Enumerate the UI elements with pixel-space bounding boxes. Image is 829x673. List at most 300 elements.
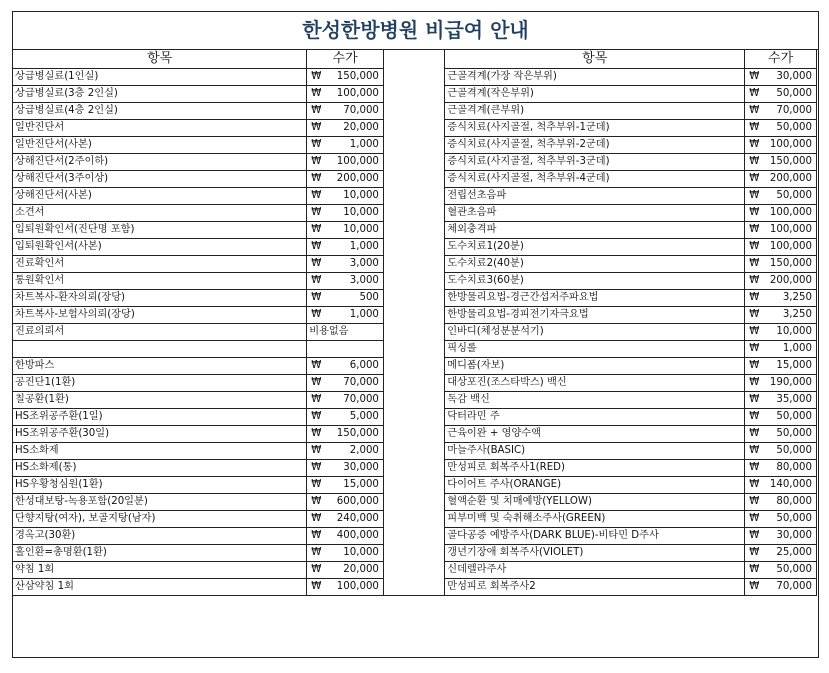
item-cell-right: 만성피로 회복주사2 [445,579,745,596]
price-value: 30,000 [776,71,812,82]
price-cell-left [307,392,384,409]
header-item-left: 항목 [13,50,307,69]
item-cell-right: 갱년기장애 회복주사(VIOLET) [445,545,745,562]
price-value: 400,000 [336,530,379,541]
price-value: 500 [359,292,379,303]
currency-symbol: ₩ [749,139,760,150]
currency-symbol: ₩ [749,496,760,507]
price-value: 190,000 [769,377,812,388]
table-row [13,137,817,154]
currency-symbol: ₩ [749,581,760,592]
price-value: 10,000 [343,547,379,558]
column-gap [383,273,444,290]
price-cell-left [307,273,384,290]
price-value: 70,000 [343,377,379,388]
currency-symbol: ₩ [749,513,760,524]
item-cell-left: 약침 1회 [13,562,307,579]
price-cell-left [307,290,384,307]
currency-symbol: ₩ [749,360,760,371]
currency-symbol: ₩ [311,496,322,507]
price-cell-left [307,341,384,358]
item-cell-right: 도수치료3(60분) [445,273,745,290]
price-value: 200,000 [769,173,812,184]
header-item-right: 항목 [445,50,745,69]
price-value: 20,000 [343,564,379,575]
price-value: 150,000 [769,156,812,167]
currency-symbol: ₩ [311,105,322,116]
price-cell-right [745,205,817,222]
price-cell-left [307,137,384,154]
price-cell-right [745,426,817,443]
price-cell-left [307,528,384,545]
currency-symbol: ₩ [311,445,322,456]
price-value: 30,000 [776,530,812,541]
table-row [13,154,817,171]
item-cell-right: 만성피로 회복주사1(RED) [445,460,745,477]
price-cell-right [745,86,817,103]
column-gap [383,358,444,375]
header-price-left: 수가 [307,50,384,69]
column-gap [383,443,444,460]
price-value: 100,000 [769,207,812,218]
column-gap [383,69,444,86]
price-cell-right [745,545,817,562]
price-cell-right [745,392,817,409]
price-value: 50,000 [776,513,812,524]
price-cell-right [745,562,817,579]
item-cell-left: HS조위공주환(30일) [13,426,307,443]
item-cell-right: 증식치료(사지골절, 척추부위-2군데) [445,137,745,154]
table-row [13,528,817,545]
price-value: 70,000 [343,394,379,405]
price-cell-left [307,443,384,460]
item-cell-right: 메디폼(자보) [445,358,745,375]
item-cell-left: 홀인환=총명환(1환) [13,545,307,562]
item-cell-left: 소견서 [13,205,307,222]
table-row [13,511,817,528]
table-row [13,358,817,375]
price-value: 2,000 [349,445,379,456]
item-cell-right: 근골격계(큰부위) [445,103,745,120]
price-cell-right [745,477,817,494]
price-cell-left [307,358,384,375]
price-value: 80,000 [776,462,812,473]
currency-symbol: ₩ [749,173,760,184]
currency-symbol: ₩ [311,258,322,269]
item-cell-left: 진료확인서 [13,256,307,273]
item-cell-right: 픽싱롤 [445,341,745,358]
item-cell-right: 증식치료(사지골절, 척추부위-4군데) [445,171,745,188]
currency-symbol: ₩ [311,88,322,99]
column-gap [383,120,444,137]
item-cell-right: 근육이완 + 영양수액 [445,426,745,443]
table-row [13,120,817,137]
currency-symbol: ₩ [749,309,760,320]
header-row [13,50,817,69]
price-value: 3,000 [349,258,379,269]
currency-symbol: ₩ [311,547,322,558]
item-cell-right: 다이어트 주사(ORANGE) [445,477,745,494]
column-gap [383,324,444,341]
currency-symbol: ₩ [311,207,322,218]
currency-symbol: ₩ [749,564,760,575]
price-value: 100,000 [769,241,812,252]
currency-symbol: ₩ [311,292,322,303]
currency-symbol: ₩ [749,275,760,286]
item-cell-left: 상급병실료(4층 2인실) [13,103,307,120]
price-value: 1,000 [349,241,379,252]
column-gap [383,256,444,273]
item-cell-left: HS소화제 [13,443,307,460]
price-cell-right [745,69,817,86]
price-value: 10,000 [343,190,379,201]
item-cell-left: 산삼약침 1회 [13,579,307,596]
price-cell-left [307,69,384,86]
price-value: 70,000 [343,105,379,116]
column-gap [383,341,444,358]
item-cell-right: 골다공증 예방주사(DARK BLUE)-비타민 D주사 [445,528,745,545]
item-cell-left: 일반진단서 [13,120,307,137]
price-value: 600,000 [336,496,379,507]
price-value: 150,000 [336,71,379,82]
price-value: 100,000 [336,156,379,167]
item-cell-right: 도수치료2(40분) [445,256,745,273]
item-cell-left: 한방파스 [13,358,307,375]
table-row [13,341,817,358]
price-cell-right [745,579,817,596]
currency-symbol: ₩ [749,207,760,218]
table-row [13,477,817,494]
table-row [13,426,817,443]
item-cell-right: 한방물리요법-경피전기자극요법 [445,307,745,324]
column-gap [383,307,444,324]
currency-symbol: ₩ [749,156,760,167]
item-cell-right: 전립선초음파 [445,188,745,205]
currency-symbol: ₩ [311,190,322,201]
item-cell-left: 칠공환(1환) [13,392,307,409]
column-gap [383,545,444,562]
header-price-right: 수가 [745,50,817,69]
price-value: 50,000 [776,564,812,575]
price-value: 140,000 [769,479,812,490]
column-gap [383,239,444,256]
price-cell-right [745,443,817,460]
price-cell-right [745,324,817,341]
price-value: 100,000 [769,139,812,150]
table-row [13,171,817,188]
column-gap [383,494,444,511]
price-cell-left [307,256,384,273]
table-row [13,460,817,477]
item-cell-left: 진료의뢰서 [13,324,307,341]
price-cell-right [745,460,817,477]
price-value: 100,000 [336,88,379,99]
price-cell-left [307,460,384,477]
currency-symbol: ₩ [311,377,322,388]
currency-symbol: ₩ [749,479,760,490]
price-value: 30,000 [343,462,379,473]
currency-symbol: ₩ [749,224,760,235]
currency-symbol: ₩ [311,173,322,184]
price-cell-right [745,528,817,545]
price-cell-left [307,86,384,103]
price-cell-left [307,154,384,171]
table-row [13,273,817,290]
page-title: 한성한방병원 비급여 안내 [13,12,818,50]
price-value: 1,000 [782,343,812,354]
price-value: 35,000 [776,394,812,405]
column-gap [383,392,444,409]
currency-symbol: ₩ [311,71,322,82]
column-gap [383,511,444,528]
price-cell-left [307,426,384,443]
price-value: 1,000 [349,309,379,320]
item-cell-left: 차트복사-보험사의뢰(장당) [13,307,307,324]
price-cell-right [745,511,817,528]
price-cell-right [745,137,817,154]
price-cell-left [307,307,384,324]
column-gap [383,103,444,120]
currency-symbol: ₩ [311,139,322,150]
price-value: 240,000 [336,513,379,524]
price-value: 100,000 [336,581,379,592]
column-gap [383,562,444,579]
currency-symbol: ₩ [749,428,760,439]
column-gap [383,528,444,545]
price-cell-left [307,562,384,579]
currency-symbol: ₩ [749,343,760,354]
price-cell-left [307,511,384,528]
item-cell-right: 인바디(체성분분석기) [445,324,745,341]
price-value: 10,000 [343,224,379,235]
price-value: 1,000 [349,139,379,150]
price-value: 200,000 [769,275,812,286]
price-cell-right [745,290,817,307]
currency-symbol: ₩ [749,445,760,456]
price-cell-right [745,188,817,205]
price-cell-left [307,477,384,494]
item-cell-left: 상해진단서(사본) [13,188,307,205]
price-value: 50,000 [776,122,812,133]
price-value: 3,250 [782,309,812,320]
currency-symbol: ₩ [311,309,322,320]
currency-symbol: ₩ [311,241,322,252]
currency-symbol: ₩ [311,462,322,473]
price-value: 80,000 [776,496,812,507]
currency-symbol: ₩ [311,581,322,592]
item-cell-left: 상해진단서(3주이상) [13,171,307,188]
price-value: 20,000 [343,122,379,133]
table-row [13,579,817,596]
price-value: 50,000 [776,190,812,201]
table-row [13,443,817,460]
item-cell-right: 대상포진(조스타박스) 백신 [445,375,745,392]
price-value: 50,000 [776,88,812,99]
price-value: 25,000 [776,547,812,558]
column-gap [383,579,444,596]
price-cell-right [745,171,817,188]
price-value: 10,000 [776,326,812,337]
price-cell-right [745,222,817,239]
currency-symbol: ₩ [749,241,760,252]
currency-symbol: ₩ [749,71,760,82]
price-table [12,49,817,596]
currency-symbol: ₩ [749,122,760,133]
column-gap [383,154,444,171]
item-cell-left: 일반진단서(사본) [13,137,307,154]
item-cell-left: 입퇴원확인서(사본) [13,239,307,256]
column-gap [383,188,444,205]
price-value: 3,000 [349,275,379,286]
price-note: 비용없음 [309,326,349,337]
item-cell-left: 상해진단서(2주이하) [13,154,307,171]
price-cell-left [307,375,384,392]
price-value: 200,000 [336,173,379,184]
price-cell-left [307,239,384,256]
item-cell-left: 차트복사-환자의뢰(장당) [13,290,307,307]
price-cell-left [307,579,384,596]
item-cell-right: 마늘주사(BASIC) [445,443,745,460]
price-cell-left [307,188,384,205]
column-gap [383,290,444,307]
price-value: 50,000 [776,428,812,439]
item-cell-right: 증식치료(사지골절, 척추부위-3군데) [445,154,745,171]
table-row [13,324,817,341]
price-value: 50,000 [776,411,812,422]
item-cell-right: 근골격계(가장 작은부위) [445,69,745,86]
table-row [13,86,817,103]
price-cell-right [745,273,817,290]
item-cell-left: 상급병실료(1인실) [13,69,307,86]
table-row [13,205,817,222]
table-row [13,239,817,256]
currency-symbol: ₩ [311,224,322,235]
table-row [13,256,817,273]
column-gap [383,460,444,477]
table-row [13,188,817,205]
column-gap [383,375,444,392]
table-row [13,545,817,562]
price-cell-right [745,103,817,120]
currency-symbol: ₩ [749,462,760,473]
currency-symbol: ₩ [749,326,760,337]
table-row [13,375,817,392]
item-cell-right: 피부미백 및 숙취해소주사(GREEN) [445,511,745,528]
currency-symbol: ₩ [311,428,322,439]
currency-symbol: ₩ [749,258,760,269]
price-value: 150,000 [769,258,812,269]
table-row [13,290,817,307]
currency-symbol: ₩ [749,292,760,303]
currency-symbol: ₩ [311,513,322,524]
price-cell-left [307,205,384,222]
column-gap [383,171,444,188]
column-gap [383,409,444,426]
price-value: 70,000 [776,581,812,592]
column-gap [383,86,444,103]
currency-symbol: ₩ [311,360,322,371]
item-cell-left: HS조위공주환(1일) [13,409,307,426]
currency-symbol: ₩ [749,411,760,422]
price-value: 100,000 [769,224,812,235]
price-cell-right [745,256,817,273]
price-value: 5,000 [349,411,379,422]
column-gap [383,477,444,494]
price-cell-left [307,120,384,137]
table-row [13,494,817,511]
price-cell-left [307,103,384,120]
price-cell-right [745,375,817,392]
item-cell-left [13,341,307,358]
price-cell-right [745,494,817,511]
price-cell-right [745,307,817,324]
price-value: 15,000 [343,479,379,490]
currency-symbol: ₩ [749,394,760,405]
price-value: 50,000 [776,445,812,456]
item-cell-right: 혈관초음파 [445,205,745,222]
column-gap [383,426,444,443]
table-row [13,69,817,86]
item-cell-right: 체외충격파 [445,222,745,239]
column-gap [383,137,444,154]
item-cell-right: 독감 백신 [445,392,745,409]
table-row [13,392,817,409]
currency-symbol: ₩ [749,547,760,558]
column-gap [383,205,444,222]
price-cell-left [307,494,384,511]
item-cell-right: 혈액순환 및 치매예방(YELLOW) [445,494,745,511]
item-cell-left: HS소화제(통) [13,460,307,477]
table-row [13,562,817,579]
currency-symbol: ₩ [749,377,760,388]
currency-symbol: ₩ [749,190,760,201]
currency-symbol: ₩ [311,479,322,490]
currency-symbol: ₩ [311,530,322,541]
price-value: 10,000 [343,207,379,218]
item-cell-right: 신데렐라주사 [445,562,745,579]
item-cell-right: 근골격계(작은부위) [445,86,745,103]
item-cell-left: 상급병실료(3층 2인실) [13,86,307,103]
price-cell-right [745,341,817,358]
price-value: 70,000 [776,105,812,116]
item-cell-left: 공진단1(1환) [13,375,307,392]
table-row [13,307,817,324]
column-gap [383,50,444,69]
table-row [13,409,817,426]
price-value: 150,000 [336,428,379,439]
item-cell-right: 증식치료(사지골절, 척추부위-1군데) [445,120,745,137]
item-cell-left: HS우황청심원(1환) [13,477,307,494]
table-row [13,103,817,120]
price-cell-right [745,120,817,137]
price-cell-right [745,409,817,426]
price-cell-right [745,154,817,171]
price-sheet [12,11,819,658]
currency-symbol: ₩ [311,275,322,286]
item-cell-left: 경옥고(30환) [13,528,307,545]
table-row [13,222,817,239]
price-cell-left [307,545,384,562]
item-cell-left: 입퇴원확인서(진단명 포함) [13,222,307,239]
item-cell-left: 한성대보탕-녹용포함(20일분) [13,494,307,511]
item-cell-left: 단향지탕(여자), 보골지탕(남자) [13,511,307,528]
column-gap [383,222,444,239]
item-cell-right: 한방물리요법-경근간섭저주파요법 [445,290,745,307]
price-value: 15,000 [776,360,812,371]
currency-symbol: ₩ [311,156,322,167]
item-cell-right: 도수치료1(20분) [445,239,745,256]
currency-symbol: ₩ [749,530,760,541]
